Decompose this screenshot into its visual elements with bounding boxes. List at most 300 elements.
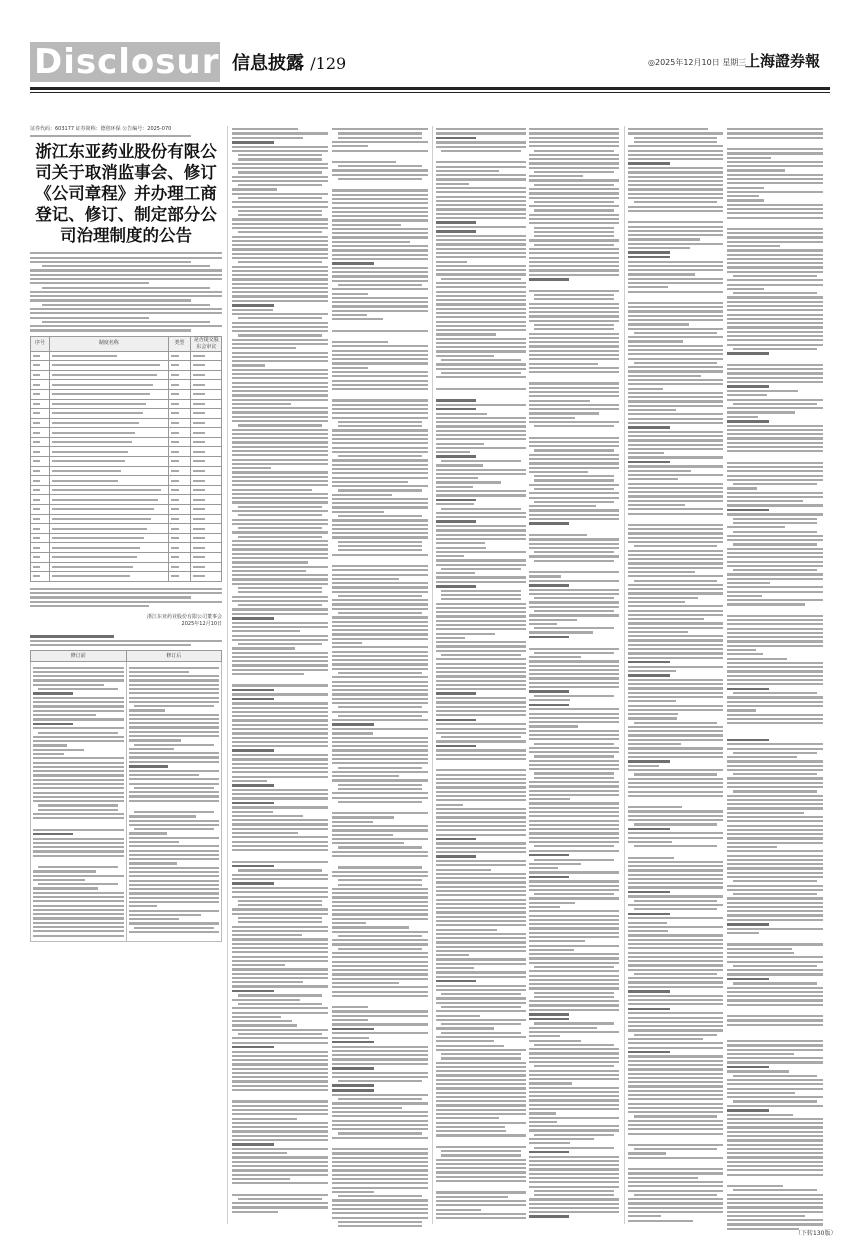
text-line xyxy=(332,145,368,147)
text-line xyxy=(332,663,428,665)
text-line xyxy=(332,659,428,661)
text-line xyxy=(628,995,723,997)
table-cell xyxy=(31,572,50,582)
column-4-left xyxy=(628,126,723,1224)
column-2-left xyxy=(232,126,328,1224)
article-heading-line xyxy=(727,420,769,423)
text-line xyxy=(628,431,723,433)
text-line xyxy=(529,534,587,536)
table-cell xyxy=(31,553,50,563)
text-line xyxy=(436,1130,506,1132)
text-line xyxy=(332,995,428,997)
text-line xyxy=(727,1131,823,1133)
article-heading-line xyxy=(727,509,769,512)
text-line xyxy=(338,595,422,597)
article-heading-line xyxy=(33,692,73,695)
text-line xyxy=(33,846,124,848)
text-line xyxy=(441,1053,520,1055)
text-line xyxy=(727,309,823,311)
text-line xyxy=(628,1215,661,1217)
table-cell xyxy=(168,437,191,447)
text-line xyxy=(232,1194,328,1196)
text-line xyxy=(727,615,823,617)
text-line xyxy=(332,1137,428,1139)
table-row xyxy=(31,514,222,524)
text-line xyxy=(436,200,526,202)
text-line xyxy=(436,754,526,756)
text-line xyxy=(232,943,328,945)
text-line xyxy=(232,664,328,666)
text-line xyxy=(232,1169,328,1171)
text-line xyxy=(332,345,428,347)
text-line xyxy=(441,736,520,738)
text-line xyxy=(529,274,619,276)
comparison-after-cell xyxy=(126,662,222,941)
text-line xyxy=(436,547,486,549)
text-line xyxy=(232,322,328,324)
text-line xyxy=(628,1085,723,1087)
text-line xyxy=(238,197,322,199)
text-line xyxy=(232,467,271,469)
text-line xyxy=(733,880,817,882)
text-line xyxy=(529,158,619,160)
article-heading-line xyxy=(628,251,670,254)
text-line xyxy=(727,743,823,745)
text-line xyxy=(628,550,723,552)
text-line xyxy=(529,290,619,292)
text-line xyxy=(727,1156,823,1158)
text-line xyxy=(727,991,823,993)
text-line xyxy=(727,548,823,550)
text-line xyxy=(232,793,328,795)
article-heading-line xyxy=(529,704,569,707)
text-line xyxy=(628,726,723,728)
text-line xyxy=(332,608,428,610)
article-heading-line xyxy=(727,923,769,926)
text-line xyxy=(628,500,723,502)
table-cell xyxy=(191,533,222,543)
text-line xyxy=(332,1015,428,1017)
text-line xyxy=(436,146,526,148)
text-line xyxy=(441,150,520,152)
text-line xyxy=(628,1144,723,1146)
text-line xyxy=(628,1120,723,1122)
text-line xyxy=(436,481,501,483)
text-line xyxy=(727,1211,823,1213)
text-line xyxy=(129,850,220,852)
text-line xyxy=(42,321,211,323)
text-line xyxy=(529,391,619,393)
text-line xyxy=(529,408,619,410)
text-line xyxy=(232,459,328,461)
text-line xyxy=(232,270,328,272)
text-line xyxy=(332,404,428,406)
text-line xyxy=(628,528,723,530)
text-line xyxy=(232,206,328,208)
text-line xyxy=(628,1185,723,1187)
text-line xyxy=(529,492,619,494)
text-line xyxy=(628,1152,666,1154)
text-line xyxy=(232,763,328,765)
text-line xyxy=(628,614,723,616)
text-line xyxy=(441,590,520,592)
text-line xyxy=(129,824,220,826)
paragraph-gap xyxy=(332,859,428,864)
text-line xyxy=(727,399,823,401)
text-line xyxy=(332,965,428,967)
text-line xyxy=(529,257,619,259)
text-line xyxy=(628,631,688,633)
text-line xyxy=(441,1023,520,1025)
text-line xyxy=(628,575,723,577)
table-row xyxy=(31,485,222,495)
text-line xyxy=(338,767,422,769)
article-heading-line xyxy=(232,802,274,805)
text-line xyxy=(436,1027,494,1029)
text-line xyxy=(436,451,470,453)
text-line xyxy=(232,849,328,851)
text-line xyxy=(436,286,526,288)
text-line xyxy=(727,591,823,593)
text-line xyxy=(33,813,124,815)
table-cell xyxy=(31,447,50,457)
text-line xyxy=(727,803,823,805)
text-line xyxy=(332,438,428,440)
text-line xyxy=(727,326,823,328)
text-line xyxy=(232,347,296,349)
table-cell xyxy=(191,447,222,457)
text-line xyxy=(534,652,613,654)
text-line xyxy=(534,992,613,994)
text-line xyxy=(232,934,302,936)
text-line xyxy=(628,392,723,394)
text-line xyxy=(129,697,220,699)
text-line xyxy=(332,1152,428,1154)
text-line xyxy=(628,597,698,599)
text-line xyxy=(332,1199,428,1201)
text-line xyxy=(727,262,823,264)
text-line xyxy=(436,1092,526,1094)
text-line xyxy=(232,639,328,641)
text-line xyxy=(332,1182,428,1184)
text-line xyxy=(529,648,619,650)
text-line xyxy=(238,869,322,871)
text-line xyxy=(338,801,422,803)
text-line xyxy=(436,714,526,716)
text-line xyxy=(232,390,328,392)
text-line xyxy=(529,781,619,783)
text-line xyxy=(727,390,798,392)
text-line xyxy=(628,795,723,797)
text-line xyxy=(238,1033,322,1035)
text-line xyxy=(441,1032,520,1034)
text-line xyxy=(727,245,780,247)
text-line xyxy=(129,854,220,856)
text-line xyxy=(338,1225,422,1227)
text-line xyxy=(33,718,124,720)
text-line xyxy=(628,865,723,867)
text-line xyxy=(628,657,723,659)
text-line xyxy=(338,421,422,423)
text-line xyxy=(534,171,613,173)
text-line xyxy=(727,837,823,839)
text-line xyxy=(232,463,328,465)
paragraph-gap xyxy=(727,455,823,460)
article-heading-line xyxy=(628,162,670,165)
text-line xyxy=(332,982,399,984)
text-line xyxy=(436,808,526,810)
article-heading-line xyxy=(628,1051,670,1054)
text-line xyxy=(332,973,428,975)
table-cell xyxy=(168,543,191,553)
text-line xyxy=(30,257,222,259)
text-line xyxy=(727,855,823,857)
text-line xyxy=(232,1109,328,1111)
table-cell xyxy=(31,495,50,505)
text-line xyxy=(529,192,619,194)
text-line xyxy=(727,1228,799,1230)
table-cell xyxy=(168,476,191,486)
table-cell xyxy=(50,457,168,467)
text-line xyxy=(529,412,599,414)
text-line xyxy=(634,845,718,847)
text-line xyxy=(129,922,220,924)
text-line xyxy=(628,1211,723,1213)
text-line xyxy=(727,1057,823,1059)
text-line xyxy=(332,1148,428,1150)
text-line xyxy=(232,1130,328,1132)
text-line xyxy=(727,709,756,711)
text-line xyxy=(332,875,428,877)
text-line xyxy=(529,367,619,369)
text-line xyxy=(129,931,220,933)
text-line xyxy=(436,161,526,163)
text-line xyxy=(232,622,328,624)
table-header-no: 序号 xyxy=(31,336,50,351)
table-cell xyxy=(191,572,222,582)
text-line xyxy=(529,798,570,800)
text-line xyxy=(30,261,191,263)
text-line xyxy=(232,630,300,632)
text-line xyxy=(628,1190,723,1192)
text-line xyxy=(436,963,526,965)
text-line xyxy=(232,767,328,769)
text-line xyxy=(332,1174,428,1176)
table-cell xyxy=(168,553,191,563)
text-line xyxy=(33,887,98,889)
text-line xyxy=(238,591,322,593)
text-line xyxy=(436,976,526,978)
article-heading-line xyxy=(232,882,274,885)
text-line xyxy=(332,367,368,369)
text-line xyxy=(529,1112,556,1114)
text-line xyxy=(42,265,211,267)
text-line xyxy=(634,201,718,203)
text-line xyxy=(727,623,823,625)
text-line xyxy=(232,201,328,203)
text-line xyxy=(529,957,619,959)
text-line xyxy=(232,938,328,940)
text-line xyxy=(529,673,619,675)
text-line xyxy=(628,960,723,962)
text-line xyxy=(628,819,723,821)
text-line xyxy=(529,1173,619,1175)
text-line xyxy=(529,850,619,852)
text-line xyxy=(436,864,526,866)
text-line xyxy=(727,820,823,822)
text-line xyxy=(332,305,428,307)
comparison-header-after: 修订后 xyxy=(126,651,222,662)
text-line xyxy=(529,154,619,156)
table-row xyxy=(31,351,222,361)
text-line xyxy=(529,631,593,633)
text-line xyxy=(332,254,428,256)
text-line xyxy=(534,150,613,152)
text-line xyxy=(727,466,823,468)
text-line xyxy=(436,1087,526,1089)
text-line xyxy=(727,446,823,448)
text-line xyxy=(727,756,797,758)
text-line xyxy=(529,902,575,904)
text-line xyxy=(338,515,422,517)
text-line xyxy=(33,770,124,772)
article-heading-line xyxy=(529,854,569,857)
text-line xyxy=(529,820,619,822)
text-line xyxy=(332,642,362,644)
text-line xyxy=(232,1152,287,1154)
paragraph-gap xyxy=(727,221,823,226)
text-line xyxy=(232,386,328,388)
text-line xyxy=(332,459,428,461)
article-heading-line xyxy=(232,784,274,787)
table-header-review: 是否提交股东会审议 xyxy=(191,336,222,351)
text-line xyxy=(338,1080,422,1082)
text-line xyxy=(332,536,428,538)
text-line xyxy=(628,1047,723,1049)
text-line xyxy=(436,235,526,237)
text-line xyxy=(727,910,823,912)
paragraph-gap xyxy=(436,392,526,397)
text-line xyxy=(628,291,723,293)
text-line xyxy=(332,574,428,576)
text-line xyxy=(441,278,520,280)
text-line xyxy=(727,513,823,515)
text-line xyxy=(727,943,823,945)
table-row xyxy=(31,428,222,438)
text-line xyxy=(727,799,823,801)
text-line xyxy=(332,668,428,670)
text-line xyxy=(529,580,619,582)
text-line xyxy=(628,778,723,780)
text-line xyxy=(628,513,723,515)
text-line xyxy=(529,1160,619,1162)
text-line xyxy=(30,640,222,642)
text-line xyxy=(436,248,526,250)
text-line xyxy=(727,241,823,243)
text-line xyxy=(628,601,685,603)
text-line xyxy=(628,396,723,398)
text-line xyxy=(529,445,619,447)
text-line xyxy=(436,786,526,788)
text-line xyxy=(436,710,526,712)
text-line xyxy=(332,494,392,496)
text-line xyxy=(232,1080,328,1082)
table-cell xyxy=(168,361,191,371)
text-line xyxy=(534,235,613,237)
table-cell xyxy=(50,351,168,361)
text-line xyxy=(634,908,718,910)
text-line xyxy=(332,565,428,567)
text-line xyxy=(129,862,178,864)
text-line xyxy=(129,910,220,912)
text-line xyxy=(436,490,526,492)
text-line xyxy=(628,286,668,288)
text-line xyxy=(232,493,328,495)
text-line xyxy=(529,1168,619,1170)
text-line xyxy=(727,561,823,563)
text-line xyxy=(436,706,526,708)
text-line xyxy=(534,227,613,229)
text-line xyxy=(529,807,619,809)
text-line xyxy=(441,372,520,374)
text-line xyxy=(529,1186,619,1188)
text-line xyxy=(534,996,613,998)
text-line xyxy=(33,900,124,902)
text-line xyxy=(529,760,619,762)
text-line xyxy=(529,345,619,347)
text-line xyxy=(727,178,823,180)
column-divider xyxy=(624,126,625,1224)
text-line xyxy=(628,1168,723,1170)
masthead-rule-thick xyxy=(30,87,830,90)
text-line xyxy=(436,512,526,514)
text-line xyxy=(33,697,124,699)
text-line xyxy=(332,502,428,504)
text-line xyxy=(33,744,67,746)
table-cell xyxy=(50,380,168,390)
text-line xyxy=(232,896,328,898)
text-line xyxy=(727,696,823,698)
text-line xyxy=(628,610,723,612)
text-line xyxy=(232,596,328,598)
article-heading-line xyxy=(332,1089,374,1092)
text-line xyxy=(628,379,723,381)
text-line xyxy=(232,578,328,580)
text-line xyxy=(232,248,328,250)
text-line xyxy=(727,1161,823,1163)
text-line xyxy=(232,828,328,830)
text-line xyxy=(332,1124,428,1126)
text-line xyxy=(727,407,823,409)
text-line xyxy=(628,504,685,506)
text-line xyxy=(727,928,823,930)
text-line xyxy=(529,1198,619,1200)
text-line xyxy=(436,542,485,544)
text-line xyxy=(232,874,328,876)
article-heading-line xyxy=(232,304,274,307)
text-line xyxy=(332,829,428,831)
text-line xyxy=(33,829,124,831)
text-line xyxy=(441,993,520,995)
paragraph-gap xyxy=(727,1178,823,1183)
text-line xyxy=(628,1021,723,1023)
text-line xyxy=(332,1157,428,1159)
text-line xyxy=(232,1016,281,1018)
article-heading-line xyxy=(232,141,274,144)
text-line xyxy=(628,765,659,767)
text-line xyxy=(332,625,428,627)
text-line xyxy=(529,1004,619,1006)
